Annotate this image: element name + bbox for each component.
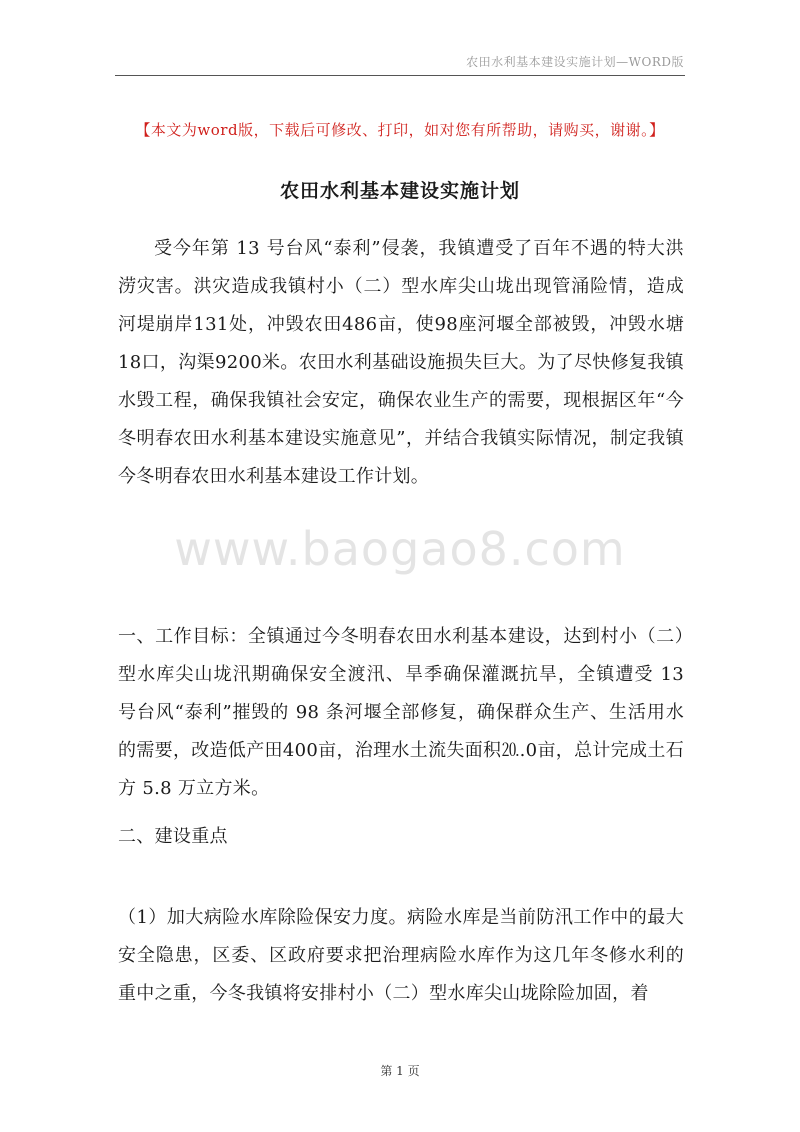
page-number: 第 1 页 <box>380 1064 420 1078</box>
section-heading-key-points: 二、建设重点 <box>118 826 228 847</box>
header-divider <box>115 75 685 76</box>
watermark: www.baogao8.com <box>174 522 626 576</box>
paragraph-reservoir: （1）加大病险水库除险保安力度。病险水库是当前防汛工作中的最大安全隐患，区委、区政府要求把治理病险水库作为这几年冬修水利的重中之重，今冬我镇将安排村小（二）型水库尖山垅除险加固，着 <box>118 907 684 1004</box>
running-header: 农田水利基本建设实施计划—WORD版 <box>466 55 684 69</box>
paragraph-work-goal: 一、工作目标：全镇通过今冬明春农田水利基本建设，达到村小（二）型水库尖山垅汛期确保安全渡汛、旱季确保灌溉抗旱，全镇遭受 13 号台风“泰利”摧毁的 98 条河堰全部修复，确保群众生产、生活用水的需要，改造低产田400亩，治理水土流失面积⒛.0亩，总计完成土石方 5.8 万立方米。 <box>118 626 684 799</box>
purchase-notice: 【本文为word版，下载后可修改、打印，如对您有所帮助，请购买，谢谢。】 <box>135 121 665 139</box>
paragraph-intro: 受今年第 13 号台风“泰利”侵袭，我镇遭受了百年不遇的特大洪涝灾害。洪灾造成我镇村小（二）型水库尖山垅出现管涌险情，造成河堤崩岸131处，冲毁农田486亩，使98座河堰全部被毁，冲毁水塘18口，沟渠9200米。农田水利基础设施损失巨大。为了尽快修复我镇水毁工程，确保我镇社会安定，确保农业生产的需要，现根据区年“今冬明春农田水利基本建设实施意见”，并结合我镇实际情况，制定我镇今冬明春农田水利基本建设工作计划。 <box>118 238 684 487</box>
document-title: 农田水利基本建设实施计划 <box>279 180 520 202</box>
